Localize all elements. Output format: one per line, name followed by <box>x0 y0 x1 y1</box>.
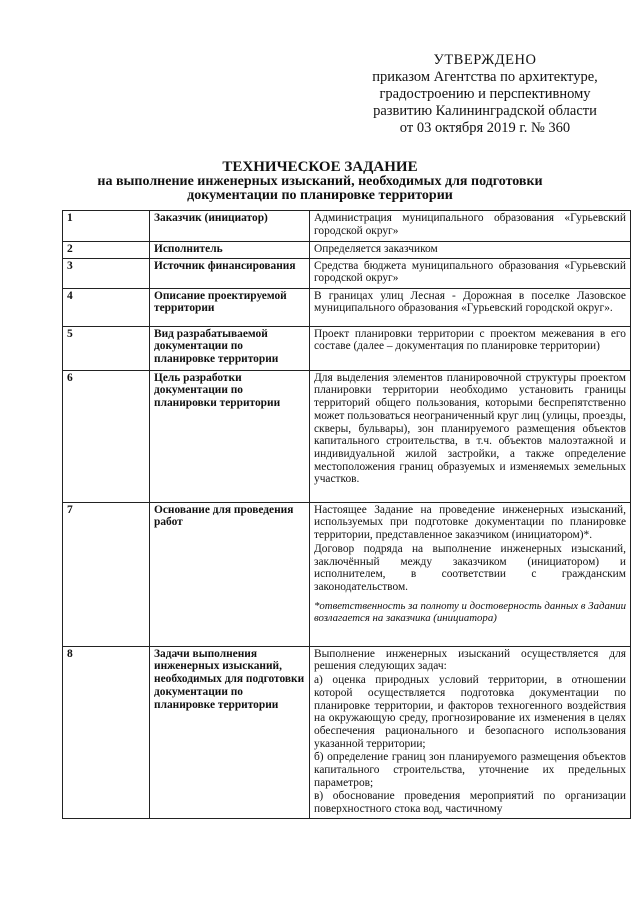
approval-line: градостроению и перспективному <box>379 86 591 102</box>
row-number: 3 <box>63 258 150 288</box>
row-name: Описание проектируемой территории <box>150 288 310 326</box>
row-name: Задачи выполнения инженерных изысканий, необходимых для подготовки документации по планировке территории <box>150 646 310 818</box>
approval-line: приказом Агентства по архитектуре, <box>372 69 598 85</box>
document-subtitle-line: документации по планировке территории <box>187 188 453 203</box>
paragraph: Настоящее Задание на проведение инженерных изысканий, используемых при подготовке документации по планировке территории, представленное заказчиком (инициатором)*. <box>314 503 626 542</box>
table-row <box>63 370 631 502</box>
row-number: 8 <box>63 646 150 818</box>
specification-table <box>62 210 631 819</box>
row-number: 7 <box>63 502 150 646</box>
row-name: Источник финансирования <box>150 258 310 288</box>
approval-title: УТВЕРЖДЕНО <box>433 52 537 68</box>
table-row <box>63 646 631 818</box>
row-value <box>310 502 631 646</box>
paragraph: Договор подряда на выполнение инженерных изысканий, заключённый между заказчиком (инициатором) и исполнителем, в соответствии с гражданским законодательством. <box>314 542 626 593</box>
row-name: Заказчик (инициатор) <box>150 211 310 242</box>
row-name: Основание для проведения работ <box>150 502 310 646</box>
row-number: 2 <box>63 242 150 259</box>
paragraph: б) определение границ зон планируемого размещения объектов капитального строительства, уточнение их предельных параметров; <box>314 751 626 789</box>
row-value: Проект планировки территории с проектом межевания в его составе (далее – документация по планировке территории) <box>310 326 631 370</box>
document-title <box>0 160 640 204</box>
approval-line: от 03 октября 2019 г. № 360 <box>399 120 571 136</box>
approval-line: развитию Калининградской области <box>373 103 597 119</box>
table-row <box>63 242 631 259</box>
table-row <box>63 502 631 646</box>
document-title-main: ТЕХНИЧЕСКОЕ ЗАДАНИЕ <box>222 159 418 175</box>
row-name: Цель разработки документации по планировки территории <box>150 370 310 502</box>
row-name: Исполнитель <box>150 242 310 259</box>
row-number: 1 <box>63 211 150 242</box>
row-value: В границах улиц Лесная - Дорожная в поселке Лазовское муниципального образования «Гурьевский городской округ». <box>310 288 631 326</box>
table-row <box>63 258 631 288</box>
approval-block <box>360 52 610 137</box>
row-value <box>310 646 631 818</box>
row-value: Администрация муниципального образования «Гурьевский городской округ» <box>310 211 631 242</box>
footnote: *ответственность за полноту и достоверность данных в Задании возлагается на заказчика (инициатора) <box>314 599 626 625</box>
paragraph: а) оценка природных условий территории, в отношении которой осуществляется подготовка документации по планировке территории, и факторов техногенного воздействия на окружающую среду, прогнозирование их изменения в целях обеспечения рационального и безопасного использования указанной территории; <box>314 674 626 750</box>
row-number: 5 <box>63 326 150 370</box>
row-name: Вид разрабатываемой документации по планировке территории <box>150 326 310 370</box>
paragraph: в) обоснование проведения мероприятий по организации поверхностного стока вод, частичному <box>314 790 626 816</box>
row-value: Для выделения элементов планировочной структуры проектом планировки территории необходимо установить границы территорий общего пользования, которыми беспрепятственно может пользоваться неограниченный круг лиц (улицы, проезды, скверы, бульвары), зон планируемого размещения объектов капитального строительства, в т.ч. объектов малоэтажной и индивидуальной жилой застройки, а также определение местоположения границ образуемых и изменяемых земельных участков. <box>310 370 631 502</box>
row-value: Средства бюджета муниципального образования «Гурьевский городской округ» <box>310 258 631 288</box>
paragraph: Выполнение инженерных изысканий осуществляется для решения следующих задач: <box>314 647 626 673</box>
table-row <box>63 326 631 370</box>
table-row <box>63 211 631 242</box>
row-number: 4 <box>63 288 150 326</box>
row-number: 6 <box>63 370 150 502</box>
document-subtitle-line: на выполнение инженерных изысканий, необходимых для подготовки <box>97 173 543 189</box>
row-value: Определяется заказчиком <box>310 242 631 259</box>
table-row <box>63 288 631 326</box>
